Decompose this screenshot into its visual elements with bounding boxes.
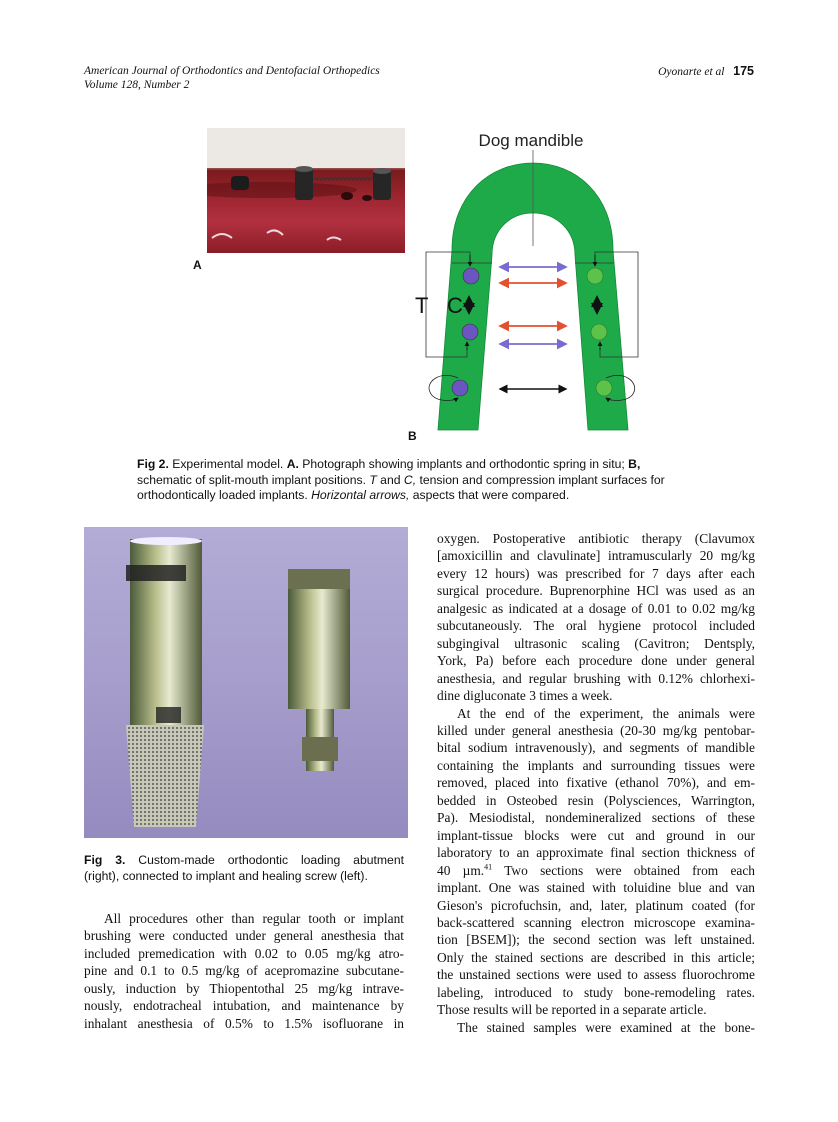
text-line: nously, endotracheal intubation, and maintenance by [84,998,404,1014]
text-line: Gieson's picrofuchsin, and, later, platinum coated (for [437,897,755,913]
text-line: back-scattered scanning electron microscope examina- [437,914,755,930]
caption-text: and [376,472,404,487]
control-implant-left [452,380,468,396]
compression-implant-right [591,324,607,340]
text-line: surgical procedure. Buprenorphine HCl was used as an [437,583,755,599]
figure3-photo-abutment [84,527,408,838]
text-line: At the end of the experiment, the animals were [457,705,755,721]
page-number: 175 [733,64,754,78]
text-line: Pa). Mesiodistal, nondemineralized sections of these [437,810,755,826]
text-line: every 12 hours) was prescribed for 7 days after each [437,565,755,581]
text-line: The stained samples were examined at the bone- [457,1019,755,1035]
text-line: the unstained sections were used to assess fluorochrome [437,967,755,983]
schematic-title: Dog mandible [478,131,584,150]
tension-implant-left [463,268,479,284]
caption-text: A. [286,457,299,471]
text-line: analgesic as indicated at a dosage of 0.01 to 0.02 mg/kg [437,600,755,616]
panel-b-label: B [408,429,417,443]
figure2-photo-implants [207,128,405,253]
text-line: killed under general anesthesia (20-30 mg/kg pentobar- [437,722,755,738]
text-line: implant. One was stained with toluidine blue and van [437,880,755,896]
caption-text: aspects that were compared. [409,488,570,503]
caption-text: schematic of split-mouth implant positions. [137,472,370,487]
text-line: [amoxicillin and clavulinate] intramuscularly 20 mg/kg [437,548,755,564]
caption-text: C, [403,472,417,487]
caption-text: orthodontically loaded implants. [137,488,312,503]
label-c: C [447,293,463,318]
text-line: bedded in Osteobed resin (Polysciences, Warrington, [437,792,755,808]
text: 40 µm. [437,862,485,878]
text-line: tion [BSEM]); the second section was left unstained. [437,932,755,948]
text-line: pine and 0.1 to 0.5 mg/kg of acepromazine subcutane- [84,963,404,979]
text-line: anesthesia, and regular brushing with 0.12% chlorhexi- [437,670,755,686]
caption-text: (right), connected to implant and healing screw (left). [84,868,368,883]
text-line: bital sodium intravenously), and segments of mandible [437,740,755,756]
compression-implant-left [462,324,478,340]
text-line: oxygen. Postoperative antibiotic therapy (Clavumox [437,531,755,546]
label-t: T [415,293,429,318]
left-column-text [84,910,404,1032]
authors: Oyonarte et al [658,66,725,78]
text-line: ously, induction by Thiopentothal 25 mg/kg intrave- [84,980,404,996]
reference-superscript: 41 [484,862,493,872]
header-right [658,64,754,79]
caption-text: Photograph showing implants and orthodontic spring in situ; [298,457,629,471]
control-implant-right [596,380,612,396]
text-line: removed, placed into fixative (ethanol 70%), and em- [437,775,755,791]
text-line: Those results will be reported in a separate article. [437,1002,707,1018]
caption-lead: Fig 2. [137,457,169,471]
text-line: laboratory to an approximate final section thickness of [437,845,755,861]
tension-implant-right [587,268,603,284]
journal-volume: Volume 128, Number 2 [84,79,190,91]
caption-lead: Fig 3. [84,853,126,867]
text-line [437,862,755,879]
journal-title: American Journal of Orthodontics and Dentofacial Orthopedics [84,65,380,77]
caption-text: T [369,472,377,487]
text-line: included premedication with 0.02 to 0.05 mg/kg atro- [84,945,404,961]
text-line: inhalant anesthesia of 0.5% to 1.5% isofluorane in [84,1015,404,1031]
text-line: subgingival ultrasonic scaling (Cavitron; Dentsply, [437,635,755,651]
text-line: dine digluconate 3 times a week. [437,688,613,704]
right-column-text [437,530,755,1036]
caption-text: tension and compression implant surfaces for [416,472,665,487]
running-header [84,64,380,92]
caption-text: Experimental model. [168,457,287,471]
caption-text: Custom-made orthodontic loading abutment [138,853,404,867]
text-line: All procedures other than regular tooth or implant [104,911,404,926]
text-line: brushing were conducted under general anesthesia that [84,928,404,944]
text-line: implant-tissue blocks were cut and ground in our [437,827,755,843]
text: Two sections were obtained from each [492,862,756,878]
caption-text: Horizontal arrows, [311,488,410,503]
text-line: Only the stained sections are described in this article; [437,949,755,965]
panel-a-label: A [193,258,202,272]
figure2-caption [137,457,712,504]
text-line: subcutaneously. The oral hygiene protocol included [437,618,755,634]
text-line: containing the implants and surrounding tissues were [437,757,755,773]
text-line: York, Pa) before each procedure done under general [437,653,755,669]
figure2-schematic [405,125,650,445]
text-line: labeling, introduced to study bone-remodeling rates. [437,984,755,1000]
figure3-caption [84,853,404,884]
caption-text: B, [628,457,641,471]
